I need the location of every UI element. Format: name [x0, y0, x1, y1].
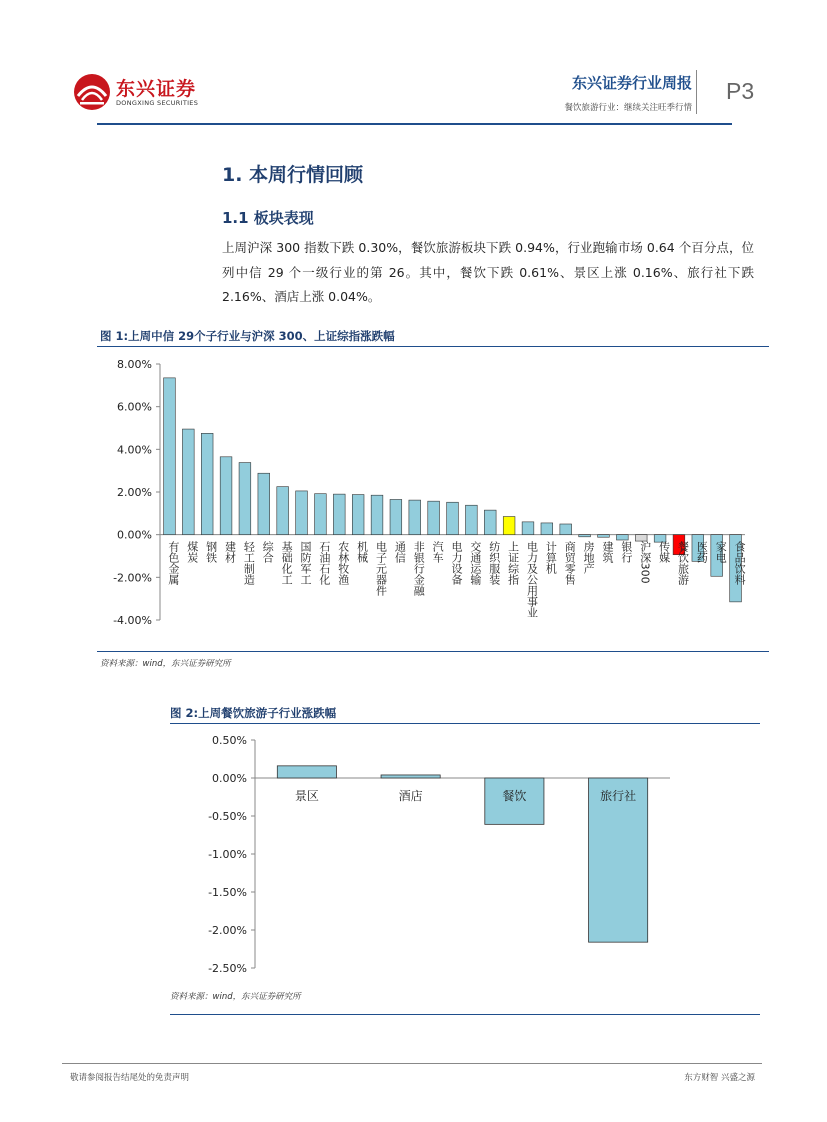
footer-slogan: 东方财智 兴盛之源: [684, 1073, 755, 1083]
bar: [277, 766, 336, 778]
category-label: 食品饮料: [733, 540, 747, 585]
category-label: 银行: [619, 540, 633, 563]
figure1-bottom-rule: [97, 651, 769, 652]
category-label: 煤炭: [185, 540, 199, 563]
bar: [579, 535, 591, 537]
bar: [220, 457, 232, 535]
bar: [182, 429, 194, 535]
bar: [541, 523, 553, 535]
y-tick-label: 6.00%: [117, 400, 152, 414]
y-tick-label: 0.00%: [212, 772, 247, 785]
category-label: 纺织服装: [487, 540, 501, 585]
y-tick-label: -4.00%: [113, 614, 152, 627]
category-label: 房地产: [582, 540, 596, 574]
header-separator: [696, 70, 697, 114]
category-label: 农林牧渔: [336, 540, 350, 585]
category-label: 有色金属: [166, 540, 180, 585]
bar: [315, 494, 327, 535]
bar: [258, 473, 270, 534]
category-label: 酒店: [398, 789, 423, 803]
report-subtitle: 餐饮旅游行业：继续关注旺季行情: [564, 103, 692, 113]
bar: [409, 500, 421, 535]
logo-name-en: DONGXING SECURITIES: [116, 99, 199, 107]
bar: [381, 775, 440, 778]
category-label: 医药: [695, 540, 709, 563]
figure1-top-rule: [97, 346, 769, 347]
bar: [277, 487, 289, 535]
bar: [371, 495, 383, 534]
y-tick-label: -2.00%: [113, 571, 152, 585]
y-tick-label: 8.00%: [117, 358, 152, 371]
summary-paragraph: 上周沪深 300 指数下跌 0.30%，餐饮旅游板块下跌 0.94%，行业跑输市场 0.64 个百分点，位列中信 29 个一级行业的第 26。其中，餐饮下跌 0.61%、景区上涨 0.16%、旅行社下跌 2.16%、酒店上涨 0.04%。: [222, 240, 754, 304]
y-tick-label: -1.50%: [208, 886, 247, 899]
category-label: 基础化工: [280, 540, 294, 585]
bar: [560, 524, 572, 535]
footer-rule: [62, 1063, 762, 1064]
category-label: 家电: [714, 540, 728, 563]
bar: [428, 501, 440, 534]
bar: [447, 502, 459, 534]
y-tick-label: -2.00%: [208, 924, 247, 937]
category-label: 旅行社: [600, 789, 637, 803]
bar: [352, 495, 364, 535]
figure2-source: 资料来源：wind，东兴证券研究所: [170, 992, 301, 1002]
category-label: 建筑: [600, 540, 614, 563]
y-tick-label: -0.50%: [208, 810, 247, 823]
y-tick-label: 4.00%: [117, 443, 152, 457]
header-rule: [97, 123, 732, 125]
figure2-bottom-rule: [170, 1014, 760, 1015]
category-label: 商贸零售: [563, 540, 577, 585]
figure2-chart: [185, 728, 745, 983]
y-tick-label: -1.00%: [208, 848, 247, 861]
logo-name-cn: 东兴证券: [116, 78, 197, 100]
bar: [296, 491, 308, 535]
category-label: 电力及公用事业: [525, 540, 539, 618]
category-label: 电子元器件: [374, 540, 388, 596]
report-title: 东兴证券行业周报: [571, 74, 692, 92]
category-label: 钢铁: [204, 540, 218, 563]
category-label: 沪深300: [638, 540, 652, 584]
bar: [522, 522, 534, 535]
y-tick-label: -2.50%: [208, 962, 247, 975]
category-label: 餐饮旅游: [676, 540, 690, 585]
category-label: 国防军工: [299, 540, 313, 585]
category-label: 交通运输: [468, 540, 482, 585]
category-label: 轻工制造: [242, 540, 256, 585]
bar: [164, 378, 176, 535]
logo-icon: [72, 72, 112, 112]
bar: [466, 505, 478, 534]
footer-disclaimer: 敬请参阅报告结尾处的免责声明: [70, 1073, 190, 1083]
category-label: 传媒: [657, 540, 671, 563]
category-label: 建材: [223, 540, 237, 563]
section-heading: 1. 本周行情回顾: [222, 164, 364, 186]
y-tick-label: 0.50%: [212, 734, 247, 747]
bar: [239, 463, 251, 535]
category-label: 上证综指: [506, 540, 520, 585]
bar: [616, 535, 628, 540]
category-label: 通信: [393, 540, 407, 563]
category-label: 电力设备: [450, 540, 463, 585]
category-label: 石油石化: [317, 540, 331, 585]
bar: [201, 433, 213, 534]
figure1-source: 资料来源：wind，东兴证券研究所: [100, 659, 231, 669]
category-label: 非银行金融: [412, 540, 426, 596]
figure1-chart: [105, 352, 755, 652]
category-label: 汽车: [431, 540, 445, 563]
bar: [598, 535, 610, 538]
category-label: 景区: [294, 789, 319, 803]
page-number: P3: [726, 78, 755, 104]
category-label: 综合: [261, 540, 275, 563]
category-label: 计算机: [544, 540, 558, 574]
company-logo: [72, 72, 202, 112]
category-label: 餐饮: [502, 789, 527, 803]
bar: [503, 517, 515, 535]
bar: [390, 499, 402, 534]
y-tick-label: 2.00%: [117, 486, 152, 499]
figure2-title: 图 2:上周餐饮旅游子行业涨跌幅: [170, 706, 337, 720]
y-tick-label: 0.00%: [117, 528, 152, 542]
bar: [484, 510, 496, 535]
category-label: 机械: [355, 540, 369, 563]
figure1-title: 图 1:上周中信 29个子行业与沪深 300、上证综指涨跌幅: [100, 329, 395, 343]
subsection-heading: 1.1 板块表现: [222, 209, 314, 227]
bar: [333, 494, 345, 535]
figure2-top-rule: [170, 723, 760, 724]
